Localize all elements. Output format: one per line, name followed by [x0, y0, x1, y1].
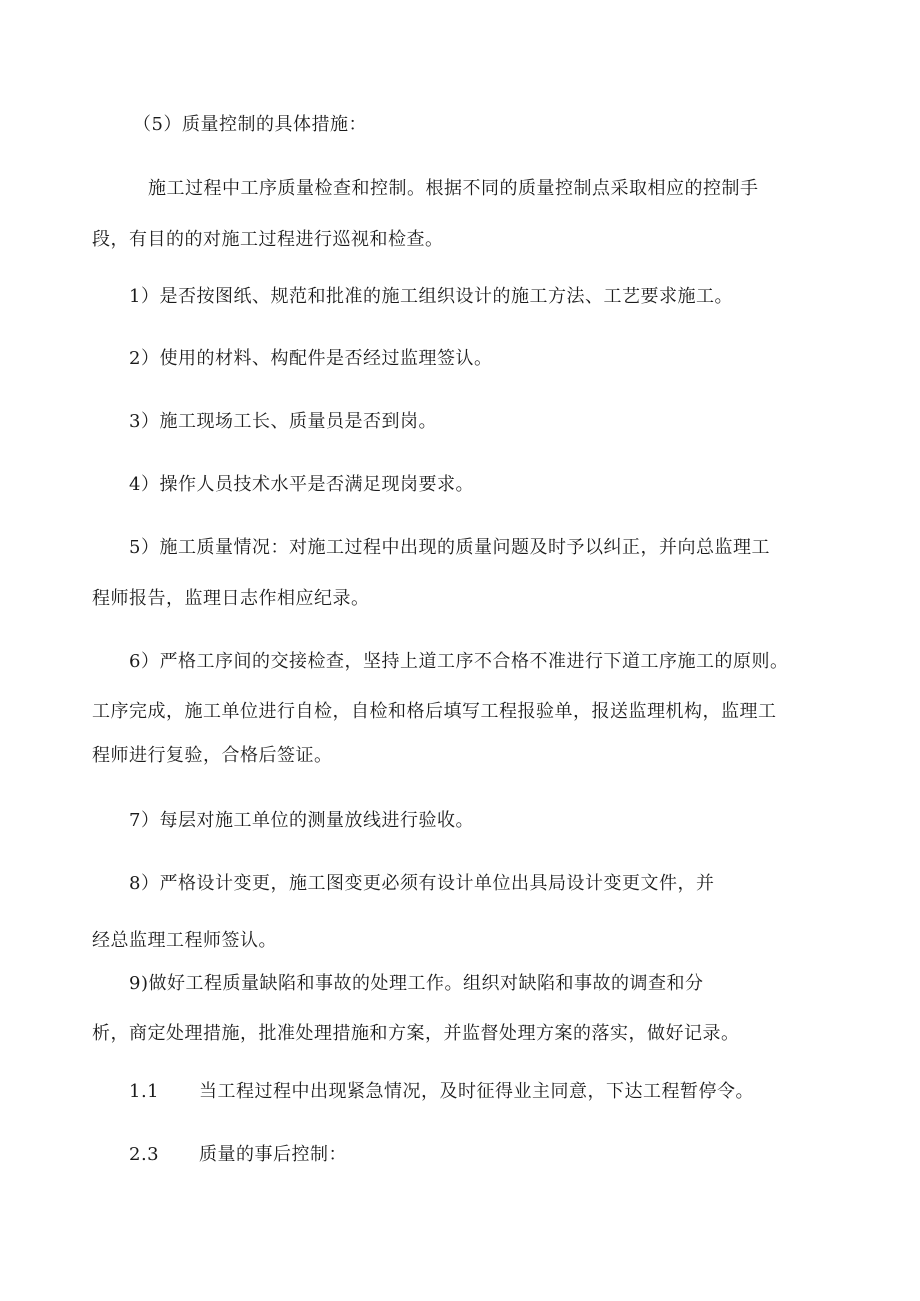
numbered-item-1-1-text: 当工程过程中出现紧急情况，及时征得业主同意，下达工程暂停令。	[199, 1081, 754, 1102]
numbered-item-2-3-text: 质量的事后控制：	[199, 1144, 347, 1165]
list-item-1: 1）是否按图纸、规范和批准的施工组织设计的施工方法、工艺要求施工。	[129, 286, 733, 307]
list-item-2: 2）使用的材料、构配件是否经过监理签认。	[129, 348, 493, 369]
list-item-7: 7）每层对施工单位的测量放线进行验收。	[129, 810, 474, 831]
list-item-5-line-2: 程师报告，监理日志作相应纪录。	[92, 588, 370, 609]
list-item-6-line-3: 程师进行复验，合格后签证。	[92, 745, 333, 766]
numbered-item-2-3-number: 2.3	[129, 1144, 160, 1165]
list-item-5-line-1: 5）施工质量情况：对施工过程中出现的质量问题及时予以纠正，并向总监理工	[129, 537, 770, 558]
list-item-8-line-1: 8）严格设计变更，施工图变更必须有设计单位出具局设计变更文件，并	[129, 873, 715, 894]
numbered-item-1-1	[129, 1080, 754, 1104]
list-item-6-line-2: 工序完成，施工单位进行自检，自检和格后填写工程报验单，报送监理机构，监理工	[92, 701, 777, 722]
list-item-4: 4）操作人员技术水平是否满足现岗要求。	[129, 474, 474, 495]
numbered-item-1-1-number: 1.1	[129, 1081, 160, 1102]
intro-line-2: 段，有目的的对施工过程进行巡视和检查。	[92, 229, 444, 250]
list-item-9-line-2: 析，商定处理措施，批准处理措施和方案，并监督处理方案的落实，做好记录。	[92, 1023, 740, 1044]
section-heading: （5）质量控制的具体措施：	[133, 114, 367, 135]
list-item-6-line-1: 6）严格工序间的交接检查，坚持上道工序不合格不准进行下道工序施工的原则。	[129, 651, 789, 672]
list-item-9-line-1: 9)做好工程质量缺陷和事故的处理工作。组织对缺陷和事故的调查和分	[129, 973, 704, 994]
intro-line-1: 施工过程中工序质量检查和控制。根据不同的质量控制点采取相应的控制手	[148, 178, 759, 199]
list-item-8-line-2: 经总监理工程师签认。	[92, 930, 277, 951]
numbered-item-2-3	[129, 1143, 347, 1167]
list-item-3: 3）施工现场工长、质量员是否到岗。	[129, 411, 437, 432]
